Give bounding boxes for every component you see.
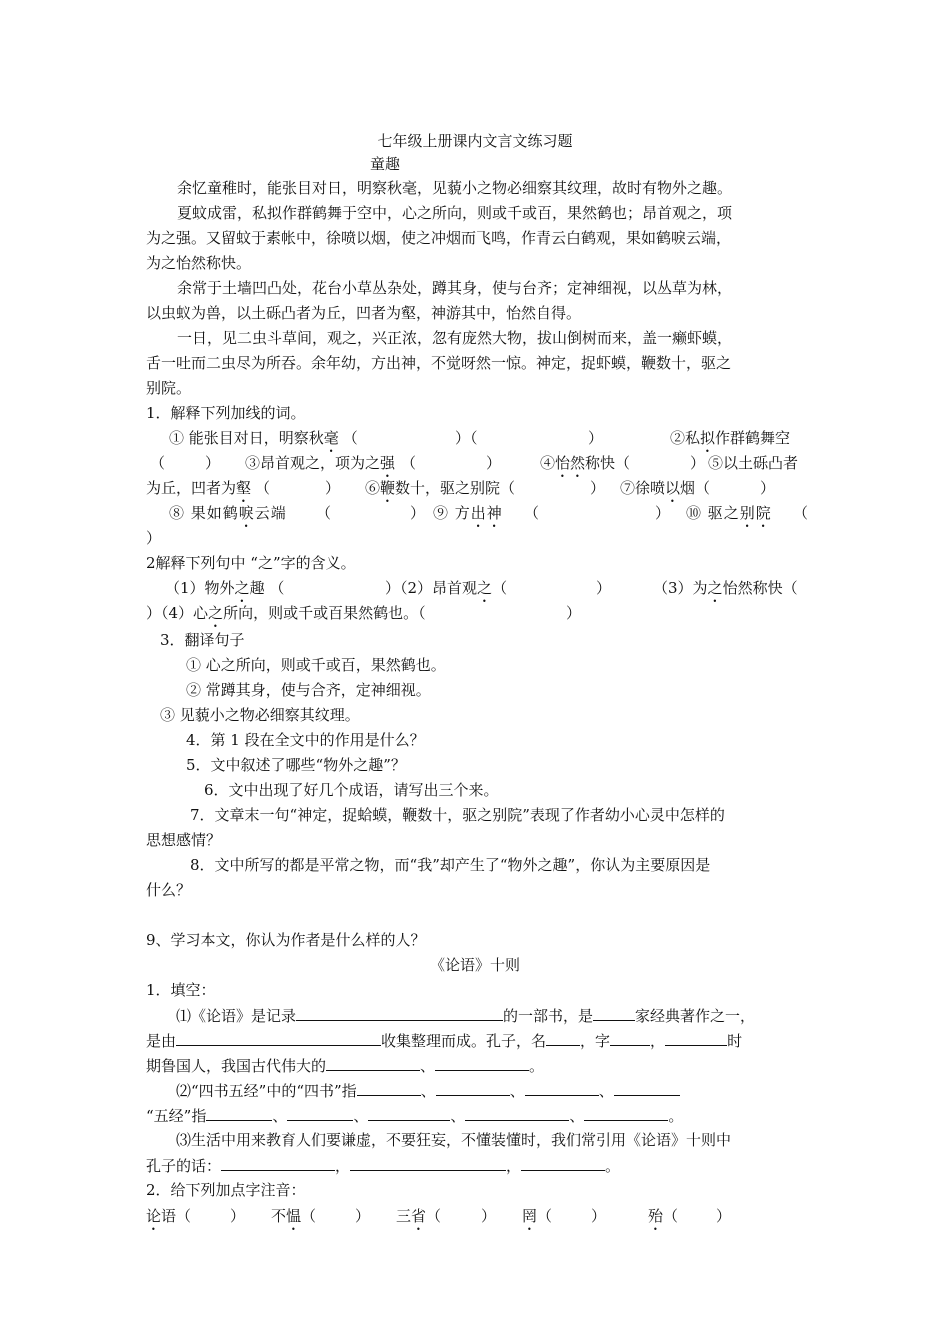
pinyin-item: 论语（ bbox=[146, 1207, 192, 1225]
pinyin-blank-close: ） bbox=[355, 1207, 371, 1225]
q1-blank-close: ） bbox=[690, 454, 706, 472]
q1-blank-close: ）（ bbox=[455, 429, 478, 447]
fill-blank[interactable] bbox=[436, 1080, 510, 1096]
q1-blank-open: （ bbox=[524, 504, 540, 522]
question-8: 8．文中所写的都是平常之物，而“我”却产生了“物外之趣”，你认为主要原因是 bbox=[190, 856, 711, 874]
q1-blank-open: （ bbox=[793, 504, 809, 522]
passage-line: 夏蚊成雷，私拟作群鹤舞于空中，心之所向，则或千或百，果然鹤也；昂首观之，项 bbox=[177, 204, 733, 222]
q1-blank-close: ） bbox=[655, 504, 671, 522]
q1-item: ②私拟作群鹤舞空 bbox=[670, 429, 791, 447]
q1-blank-close: ） bbox=[760, 479, 776, 497]
question-5: 5．文中叙述了哪些“物外之趣”？ bbox=[186, 756, 406, 774]
q1-blank-close: ） bbox=[588, 429, 604, 447]
q1-item: ⑨ 方出神 bbox=[433, 504, 503, 522]
fill-blank[interactable] bbox=[350, 1155, 506, 1171]
q1-blank-open: （ bbox=[150, 454, 166, 472]
q1-item: ⑥鞭数十，驱之别院（ bbox=[365, 479, 516, 497]
fill-blank[interactable] bbox=[465, 1105, 569, 1121]
fill-line: ⑵“四书五经”中的“四书”指 、 、 、 bbox=[176, 1080, 680, 1101]
pinyin-item: 罔（ bbox=[522, 1207, 553, 1225]
q1-item: ① 能张目对日，明察秋毫 （ bbox=[169, 429, 358, 447]
passage-line: 以虫蚁为兽，以土砾凸者为丘，凹者为壑，神游其中，怡然自得。 bbox=[146, 304, 582, 322]
fill-line: 期鲁国人，我国古代伟大的 、 。 bbox=[146, 1057, 545, 1075]
fill-blank[interactable] bbox=[287, 1105, 353, 1121]
fill-blank[interactable] bbox=[546, 1030, 580, 1046]
q1-blank-close: ） bbox=[146, 529, 162, 547]
q1-item: ⑩ 驱之别院 bbox=[686, 504, 772, 522]
fill-blank[interactable] bbox=[368, 1105, 450, 1121]
q1-blank-close: ） bbox=[410, 504, 426, 522]
question-3-heading: 3．翻译句子 bbox=[160, 631, 245, 649]
fill-blank[interactable] bbox=[296, 1005, 503, 1021]
fill-blank[interactable] bbox=[593, 1005, 635, 1021]
q2-blank-close: ） bbox=[566, 604, 582, 622]
fill-blank[interactable] bbox=[176, 1030, 381, 1046]
pinyin-blank-close: ） bbox=[591, 1207, 607, 1225]
pinyin-item: 三省（ bbox=[396, 1207, 442, 1225]
passage-line: 为之怡然称快。 bbox=[146, 254, 252, 272]
question-9: 9、学习本文，你认为作者是什么样的人？ bbox=[146, 931, 426, 949]
fill-blank[interactable] bbox=[525, 1080, 599, 1096]
q1-blank-close: ） bbox=[590, 479, 606, 497]
section-title-tongqu: 童趣 bbox=[370, 155, 401, 173]
fill-line: 是由 收集整理而成。孔子，名 ，字 ， 时 bbox=[146, 1032, 743, 1050]
fill-blank[interactable] bbox=[665, 1030, 727, 1046]
q1-item: ④怡然称快（ bbox=[540, 454, 631, 472]
section-title-lunyu: 《论语》十则 bbox=[429, 956, 520, 974]
fill-blank[interactable] bbox=[521, 1155, 605, 1171]
q1-blank-open: （ bbox=[316, 504, 332, 522]
fill-line: “五经”指 、 、 、 、 。 bbox=[146, 1107, 684, 1125]
q3-sentence: ② 常蹲其身，使与合齐，定神细视。 bbox=[186, 681, 431, 699]
q1-blank-close: ） bbox=[486, 454, 502, 472]
question-1-heading: 1．解释下列加线的词。 bbox=[146, 404, 306, 422]
pinyin-item: 不愠（ bbox=[271, 1207, 317, 1225]
pinyin-blank-close: ） bbox=[230, 1207, 246, 1225]
page-title: 七年级上册课内文言文练习题 bbox=[377, 132, 573, 150]
lunyu-q1-heading: 1．填空： bbox=[146, 981, 216, 999]
fill-blank[interactable] bbox=[326, 1055, 420, 1071]
q1-item: ⑧ 果如鹤唳云端 bbox=[169, 504, 287, 522]
q1-item: ⑤以土砾凸者 bbox=[708, 454, 799, 472]
fill-line: ⑶生活中用来教育人们要谦虚，不要狂妄，不懂装懂时，我们常引用《论语》十则中 bbox=[176, 1131, 732, 1149]
lunyu-q2-heading: 2．给下列加点字注音： bbox=[146, 1181, 306, 1199]
q1-blank-close: ） bbox=[325, 479, 341, 497]
question-7-cont: 思想感情？ bbox=[146, 831, 222, 849]
passage-line: 余常于土墙凹凸处，花台小草丛杂处，蹲其身，使与台齐；定神细视，以丛草为林， bbox=[177, 279, 733, 297]
q3-sentence: ③ 见藐小之物必细察其纹理。 bbox=[160, 706, 360, 724]
q1-item: 为丘，凹者为壑 （ bbox=[146, 479, 271, 497]
fill-line: 孔子的话： ， ， 。 bbox=[146, 1157, 621, 1175]
passage-line: 为之强。又留蚊于素帐中，徐喷以烟，使之冲烟而飞鸣，作青云白鹤观，果如鹤唳云端， bbox=[146, 229, 732, 247]
passage-line: 别院。 bbox=[146, 379, 192, 397]
fill-blank[interactable] bbox=[221, 1155, 335, 1171]
q2-blank-close: ） bbox=[596, 579, 612, 597]
pinyin-blank-close: ） bbox=[481, 1207, 497, 1225]
q2-item: （3）为之怡然称快（ bbox=[653, 579, 798, 597]
q2-item: ）（4）心之所向，则或千或百果然鹤也。（ bbox=[146, 604, 426, 622]
question-6: 6．文中出现了好几个成语，请写出三个来。 bbox=[204, 781, 499, 799]
q1-blank-close: ） bbox=[205, 454, 221, 472]
passage-line: 舌一吐而二虫尽为所吞。余年幼，方出神，不觉呀然一惊。神定，捉虾蟆，鞭数十，驱之 bbox=[146, 354, 732, 372]
fill-blank[interactable] bbox=[610, 1030, 650, 1046]
fill-blank[interactable] bbox=[584, 1105, 668, 1121]
fill-blank[interactable] bbox=[614, 1080, 680, 1096]
fill-blank[interactable] bbox=[206, 1105, 272, 1121]
question-8-cont: 什么？ bbox=[146, 881, 192, 899]
pinyin-item: 殆（ bbox=[648, 1207, 679, 1225]
question-4: 4．第 1 段在全文中的作用是什么？ bbox=[186, 731, 425, 749]
passage-line: 一日，见二虫斗草间，观之，兴正浓，忽有庞然大物，拔山倒树而来，盖一癞虾蟆， bbox=[177, 329, 733, 347]
question-2-heading: 2解释下列句中 “之”字的含义。 bbox=[146, 554, 356, 572]
q3-sentence: ① 心之所向，则或千或百，果然鹤也。 bbox=[186, 656, 446, 674]
fill-line: ⑴《论语》是记录 的一部书，是 家经典著作之一， bbox=[176, 1007, 756, 1025]
passage-line: 余忆童稚时，能张目对日，明察秋毫，见藐小之物必细察其纹理，故时有物外之趣。 bbox=[177, 179, 733, 197]
q1-item: ③昂首观之，项为之强 （ bbox=[245, 454, 417, 472]
fill-blank[interactable] bbox=[357, 1080, 421, 1096]
q1-item: ⑦徐喷以烟（ bbox=[620, 479, 711, 497]
pinyin-blank-close: ） bbox=[716, 1207, 732, 1225]
q2-item: （1）物外之趣 （ bbox=[165, 579, 285, 597]
question-7: 7．文章末一句“神定，捉蛤蟆，鞭数十，驱之别院”表现了作者幼小心灵中怎样的 bbox=[190, 806, 725, 824]
fill-blank[interactable] bbox=[435, 1055, 529, 1071]
q2-item: ）（2）昂首观之（ bbox=[385, 579, 508, 597]
